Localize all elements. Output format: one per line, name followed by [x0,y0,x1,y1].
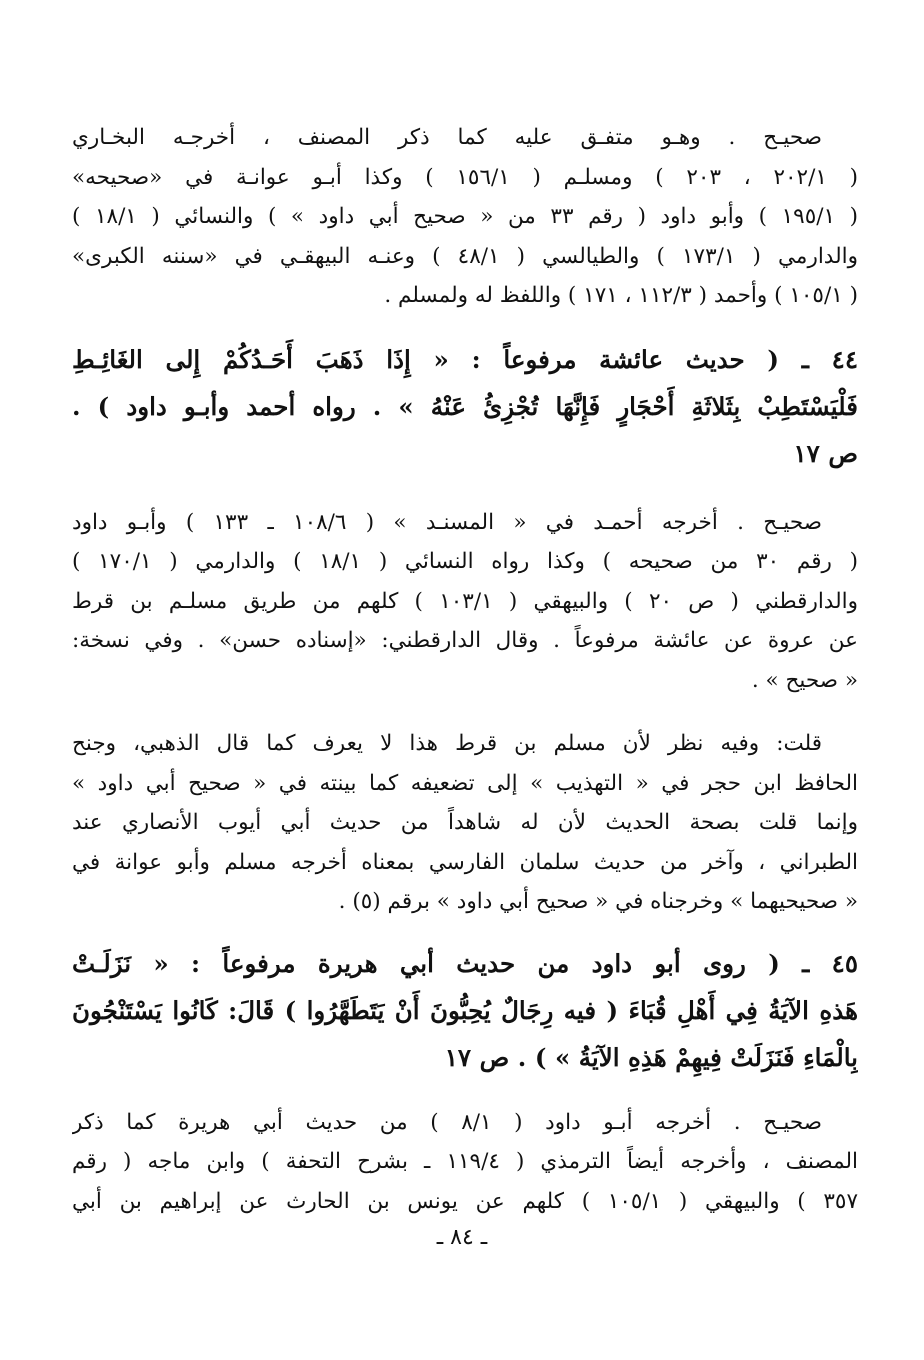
hadith-line: فَلْيَسْتَطِبْ بِثَلاثَةِ أَحْجَارٍ فَإِنَّهَا تُجْزِئُ عَنْهُ » . رواه أحمد وأبـو داود ) . [72,391,858,421]
page-body [72,118,858,1221]
comment-paragraph [72,724,858,922]
hadith-line: ٤٥ ـ ( روى أبو داود من حديث أبي هريرة مرفوعاً : « نَزَلَـتْ [72,948,858,978]
text-line: صحيـح . أخرجه أحمـد في « المسنـد » ( ١٠٨/٦ ـ ١٣٣ ) وأبـو داود [72,509,823,535]
page-number: ـ ٨٤ ـ [436,1225,488,1250]
text-line: والدارقطني ( ص ٢٠ ) والبيهقي ( ١٠٣/١ ) كلهم من طريق مسلـم بن قرط [72,588,858,614]
text-line: ( ١٩٥/١ ) وأبو داود ( رقم ٣٣ من « صحيح أبي داود » ) والنسائي ( ١٨/١ ) [72,204,858,229]
text-line: والدارمي ( ١٧٣/١ ) والطيالسي ( ٤٨/١ ) وعنـه البيهقـي في «سننه الكبرى» [72,243,858,269]
hadith-44 [72,336,858,477]
hadith-line: هَذهِ الآيَةُ فِي أَهْلِ قُبَاءَ ( فيه رِجَالٌ يُحِبُّونَ أَنْ يَتَطَهَّرُوا ) قَالَ: كَانُوا يَسْتَنْجُونَ [72,995,858,1025]
text-line: « صحيحيهما » وخرجناه في « صحيح أبي داود » برقم (٥) . [338,889,858,914]
text-line: الطبراني ، وآخر من حديث سلمان الفارسي بمعناه أخرجه مسلم وأبو عوانة في [72,849,858,875]
text-line: ( ٢٠٢/١ ، ٢٠٣ ) ومسلـم ( ١٥٦/١ ) وكذا أبـو عوانـة في «صحيحه» [72,164,858,190]
text-line: الحافظ ابن حجر في « التهذيب » إلى تضعيفه كما بينته في « صحيح أبي داود » [72,770,858,796]
hadith-line: بِالْمَاءِ فَنَزَلَتْ فِيهِمْ هَذِهِ الآيَةُ » ) . ص ١٧ [444,1042,858,1072]
text-line: المصنف ، وأخرجه أيضاً الترمذي ( ١١٩/٤ ـ بشرح التحفة ) وابن ماجه ( رقم [72,1149,858,1174]
text-line: عن عروة عن عائشة مرفوعاً . وقال الدارقطني: «إسناده حسن» . وفي نسخة: [72,628,858,653]
text-line: ( رقم ٣٠ من صحيحه ) وكذا رواه النسائي ( ١٨/١ ) والدارمي ( ١٧٠/١ ) [72,549,858,574]
text-line: وإنما قلت بصحة الحديث لأن له شاهداً من حديث أبي أيوب الأنصاري عند [72,810,858,835]
hadith-line: ٤٤ ـ ( حديث عائشة مرفوعاً : « إِذَا ذَهَبَ أَحَـدُكُمْ إِلى الغَائِـطِ [72,344,858,374]
takhrij-paragraph-3 [72,1103,858,1222]
hadith-page-ref: ص ١٧ [793,438,858,468]
takhrij-paragraph-1 [72,118,858,316]
takhrij-paragraph-2 [72,503,858,701]
text-line: صحيـح . أخرجه أبـو داود ( ٨/١ ) من حديث أبي هريرة كما ذكر [72,1109,822,1135]
text-line: قلت: وفيه نظر لأن مسلم بن قرط هذا لا يعرف كما قال الذهبي، وجنح [72,731,822,756]
text-line: « صحيح » . [751,667,858,693]
text-line: صحيـح . وهـو متفـق عليه كما ذكر المصنف ، أخرجـه البخـاري [72,125,822,150]
text-line: ٣٥٧ ) والبيهقي ( ١٠٥/١ ) كلهم عن يونس بن الحارث عن إبراهيم بن أبي [72,1188,858,1214]
hadith-45 [72,940,858,1081]
text-line: ( ١٠٥/١ ) وأحمد ( ١١٢/٣ ، ١٧١ ) واللفظ له ولمسلم . [384,283,858,308]
